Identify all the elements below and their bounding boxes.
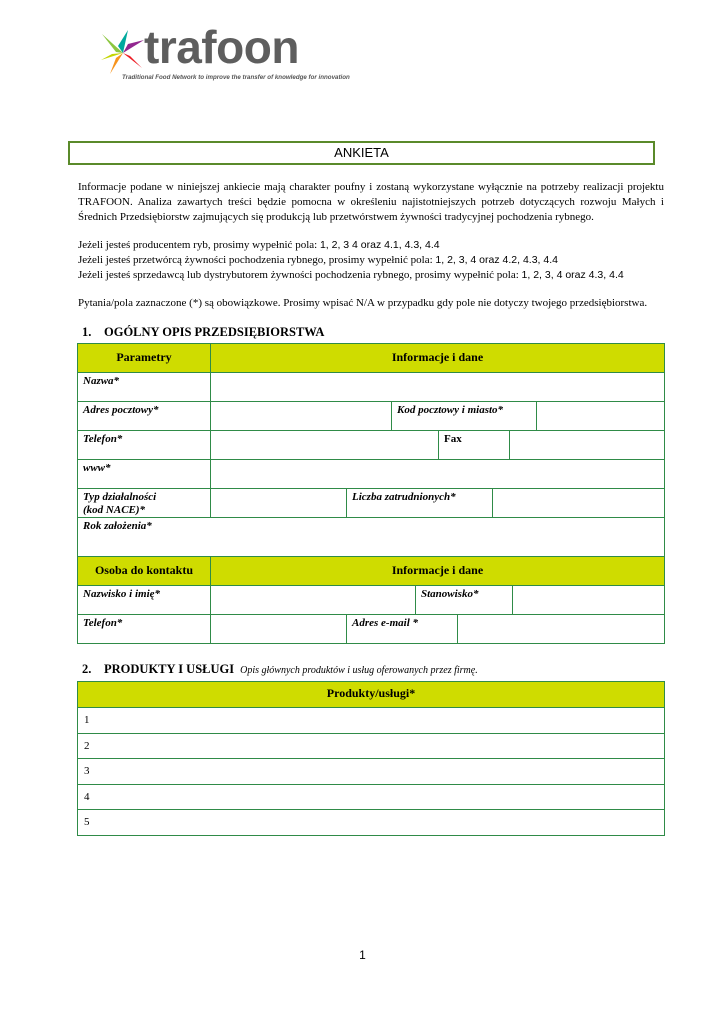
input-position[interactable]: [512, 586, 664, 614]
label-email: Adres e-mail *: [346, 615, 457, 643]
input-activity[interactable]: [210, 489, 346, 517]
row-contact-phone: [78, 614, 664, 643]
company-table: [77, 343, 665, 644]
input-phone[interactable]: [210, 431, 438, 459]
product-row-3[interactable]: 3: [84, 765, 90, 777]
section-1-title: 1. OGÓLNY OPIS PRZEDSIĘBIORSTWA: [82, 325, 325, 339]
instruction-seller: Jeżeli jesteś sprzedawcą lub dystrybutorem żywności pochodzenia rybnego, prosimy wypełnić pola: 1, 2, 3, 4 oraz 4.3, 4.4: [78, 269, 624, 281]
product-row-5[interactable]: 5: [84, 816, 90, 828]
table-row: [78, 733, 664, 758]
label-fullname: Nazwisko i imię*: [83, 588, 161, 600]
instruction-producer: Jeżeli jesteś producentem ryb, prosimy wypełnić pola: 1, 2, 3 4 oraz 4.1, 4.3, 4.4: [78, 239, 440, 251]
products-header-row: [78, 682, 664, 707]
input-email[interactable]: [457, 615, 664, 643]
table-row: [78, 758, 664, 784]
row-www: [78, 459, 664, 488]
input-name[interactable]: [210, 373, 664, 401]
title-box: [68, 141, 655, 165]
product-row-4[interactable]: 4: [84, 791, 90, 803]
header-contact-information: Informacje i dane: [210, 557, 664, 585]
trafoon-logo: [98, 21, 350, 84]
header-contact-person: Osoba do kontaktu: [94, 563, 194, 577]
label-contact-phone: Telefon*: [83, 617, 123, 629]
input-address[interactable]: [210, 402, 391, 430]
label-fax: Fax: [438, 431, 509, 459]
table-row: [78, 809, 664, 835]
row-phone: [78, 430, 664, 459]
product-row-2[interactable]: 2: [84, 740, 90, 752]
mandatory-note: Pytania/pola zaznaczone (*) są obowiązkowe. Prosimy wpisać N/A w przypadku gdy pole nie dotyczy twojego przedsiębiorstwa.: [78, 297, 648, 309]
pinwheel-logo-icon: [98, 28, 148, 78]
page-title: ANKIETA: [334, 145, 389, 160]
label-postcode: Kod pocztowy i miasto*: [391, 402, 536, 430]
instructions: [78, 238, 664, 283]
header-parameters: Parametry: [116, 350, 172, 364]
header-information: Informacje i dane: [210, 344, 664, 372]
input-www[interactable]: [210, 460, 664, 488]
logo-tagline: Traditional Food Network to improve the transfer of knowledge for innovation: [122, 74, 350, 81]
page-number: 1: [359, 948, 366, 962]
intro-paragraph: Informacje podane w niniejszej ankiecie mają charakter poufny i zostaną wykorzystane wyłącznie na potrzeby realizacji projektu TRAFOON. Analiza zawartych treści będzie pomocna w określeniu najistotniejszych potrzeb dotyczących rozwoju Małych i Średnich Przedsiębiorstw zajmujących się produkcją lub przetwórstwem żywności tradycyjnej pochodzenia rybnego.: [78, 181, 664, 223]
product-row-1[interactable]: 1: [84, 714, 90, 726]
input-fullname[interactable]: [210, 586, 415, 614]
label-employees: Liczba zatrudnionych*: [346, 489, 492, 517]
input-employees[interactable]: [492, 489, 664, 517]
table-row: [78, 707, 664, 733]
label-phone: Telefon*: [83, 433, 123, 445]
row-founded: [78, 517, 664, 556]
table-row: [78, 784, 664, 809]
input-postcode[interactable]: [536, 402, 664, 430]
label-address: Adres pocztowy*: [83, 404, 159, 416]
section-2-title: 2. PRODUKTY I USŁUGI Opis głównych produktów i usług oferowanych przez firmę.: [82, 662, 478, 676]
label-name: Nazwa*: [83, 375, 120, 387]
logo-wordmark: trafoon: [144, 21, 299, 73]
input-fax[interactable]: [509, 431, 664, 459]
label-position: Stanowisko*: [415, 586, 512, 614]
table-header-row: [78, 344, 664, 372]
input-contact-phone[interactable]: [210, 615, 346, 643]
row-activity: [78, 488, 664, 517]
products-table: [77, 681, 665, 836]
row-address: [78, 401, 664, 430]
label-founded[interactable]: Rok założenia*: [83, 520, 152, 532]
contact-header-row: [78, 556, 664, 585]
row-fullname: [78, 585, 664, 614]
header-products: Produkty/usługi*: [326, 686, 416, 700]
label-www: www*: [83, 462, 111, 474]
row-name: [78, 372, 664, 401]
instruction-processor: Jeżeli jesteś przetwórcą żywności pochodzenia rybnego, prosimy wypełnić pola: 1, 2, 3, 4 oraz 4.2, 4.3, 4.4: [78, 254, 558, 266]
label-activity: Typ działalności (kod NACE)*: [83, 491, 157, 516]
